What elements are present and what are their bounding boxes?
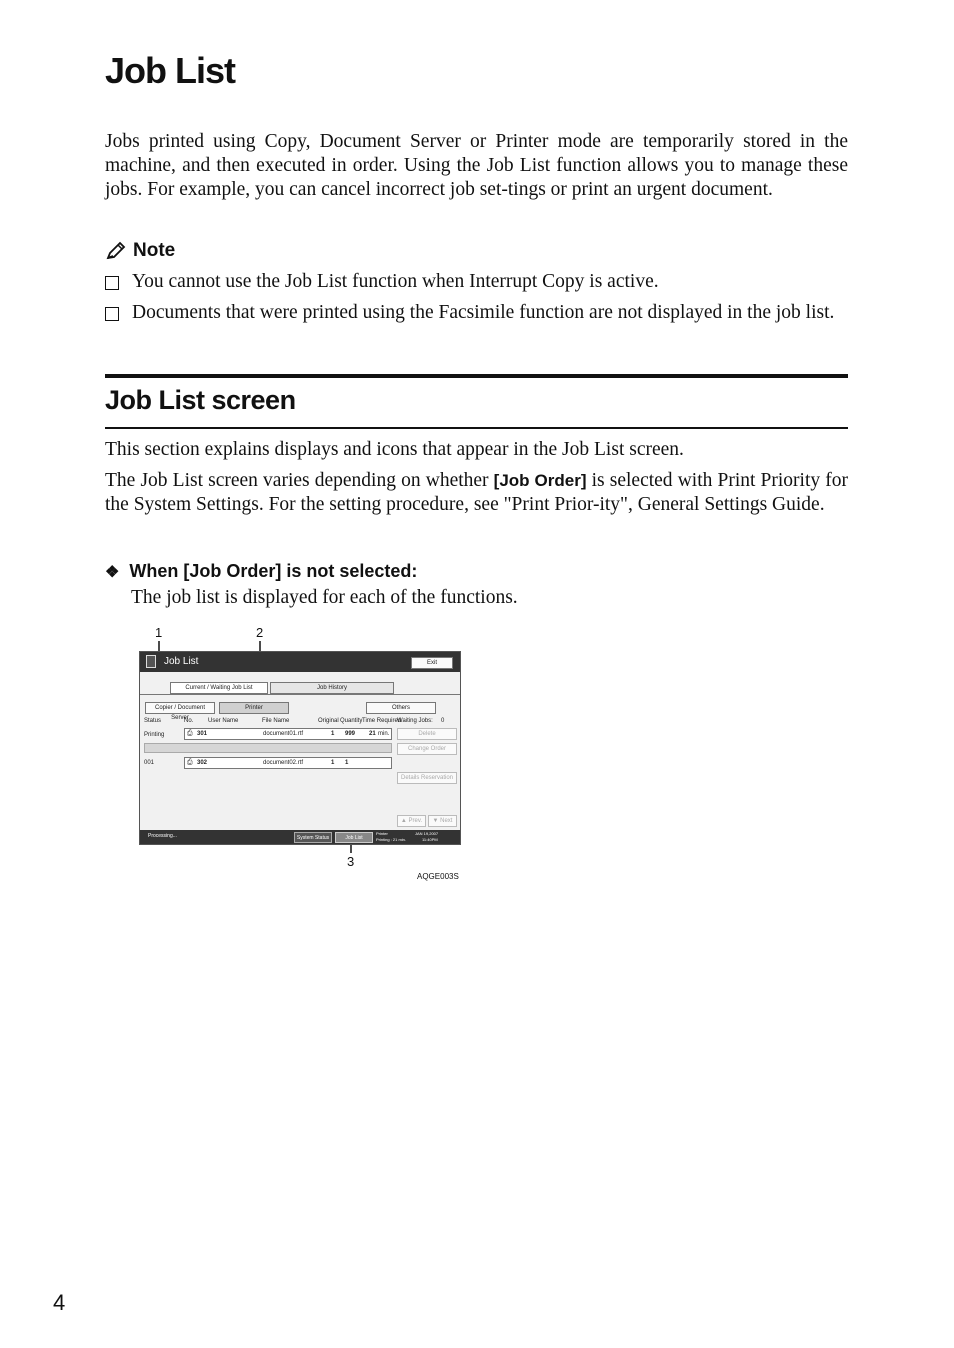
subsection-text: The job list is displayed for each of the functions.	[131, 587, 518, 608]
printer-job-icon: ⎙	[187, 759, 193, 766]
printer-button[interactable]: Printer	[219, 702, 289, 714]
col-no: No.	[184, 718, 194, 724]
system-status-button[interactable]: System Status	[294, 832, 332, 843]
date-display: JAN 19,2007	[415, 831, 439, 836]
job-list-screen-icon	[146, 655, 156, 668]
waiting-jobs-label: Waiting Jobs:	[397, 718, 433, 724]
copier-document-server-button[interactable]: Copier / Document Server	[145, 702, 215, 714]
col-status: Status	[144, 718, 162, 724]
prev-button[interactable]: ▲ Prev.	[397, 815, 426, 827]
callout-2: 2	[256, 625, 264, 640]
others-button[interactable]: Others	[366, 702, 436, 714]
page-number: 4	[53, 1290, 66, 1315]
change-order-button[interactable]: Change Order	[397, 743, 457, 755]
section-heading: Job List screen	[105, 385, 296, 415]
job-list-screen: Job List Exit Current / Waiting Job List Job History Copier / Document Server Printer Others Status No. User Name File Name Original Quantity Time Required Waiting Jobs: 0 Printing ⎙ 301 document01.rtf 1 999 21 min. 001 ⎙ 302 document02.rtf 1 1 Delete Change Order Details Reservation ▲ Prev. ▼ Next Processing... System Status Job List Printer Printing : 21 min. JAN 19,2007 11:40PM	[139, 651, 461, 845]
note-item: Documents that were printed using the Facsimile function are not displayed in the job list.	[105, 301, 848, 325]
note-label: Note	[133, 240, 176, 261]
job-list-button[interactable]: Job List	[335, 832, 373, 843]
time-display: 11:40PM	[422, 837, 438, 842]
row2-status: 001	[144, 760, 155, 766]
screen-title: Job List	[164, 656, 199, 667]
delete-button[interactable]: Delete	[397, 728, 457, 740]
next-button[interactable]: ▼ Next	[428, 815, 457, 827]
processing-status: Processing...	[148, 833, 177, 839]
section-paragraph-1: This section explains displays and icons that appear in the Job List screen.	[105, 439, 684, 460]
row1-status: Printing	[144, 732, 165, 738]
diamond-bullet-icon: ❖	[105, 563, 120, 581]
intro-paragraph: Jobs printed using Copy, Document Server or Printer mode are temporarily stored in the machine, and then executed in order. Using the Job List function allows you to manage these jobs. For example, you can cancel incorrect job set-tings or print an urgent document.	[105, 131, 848, 200]
waiting-jobs-count: 0	[441, 718, 445, 724]
exit-button[interactable]: Exit	[411, 657, 453, 669]
callout-3: 3	[347, 854, 355, 869]
subsection-heading: ❖ When [Job Order] is not selected:	[105, 561, 418, 581]
col-file-name: File Name	[262, 718, 290, 724]
table-row[interactable]: ⎙ 302 document02.rtf 1 1	[184, 757, 392, 769]
printer-job-icon: ⎙	[187, 730, 193, 737]
table-row[interactable]: ⎙ 301 document01.rtf 1 999 21 min.	[184, 728, 392, 740]
details-reservation-button[interactable]: Details Reservation	[397, 772, 457, 784]
tab-current-waiting[interactable]: Current / Waiting Job List	[170, 682, 268, 694]
tab-job-history[interactable]: Job History	[270, 682, 394, 694]
col-quantity: Quantity	[340, 718, 363, 724]
section-paragraph-2: The Job List screen varies depending on whether [Job Order] is selected with Print Priority for the System Settings. For the setting procedure, see "Print Prior-ity", General Settings Guide.	[105, 470, 848, 515]
col-original: Original	[318, 718, 339, 724]
note-item: You cannot use the Job List function when Interrupt Copy is active.	[105, 270, 848, 294]
job-order-key: [Job Order]	[493, 471, 587, 490]
col-user-name: User Name	[208, 718, 239, 724]
figure-code: AQGE003S	[417, 872, 459, 881]
page-title: Job List	[105, 50, 236, 91]
col-time-required: Time Required	[362, 718, 402, 724]
callout-1: 1	[155, 625, 163, 640]
